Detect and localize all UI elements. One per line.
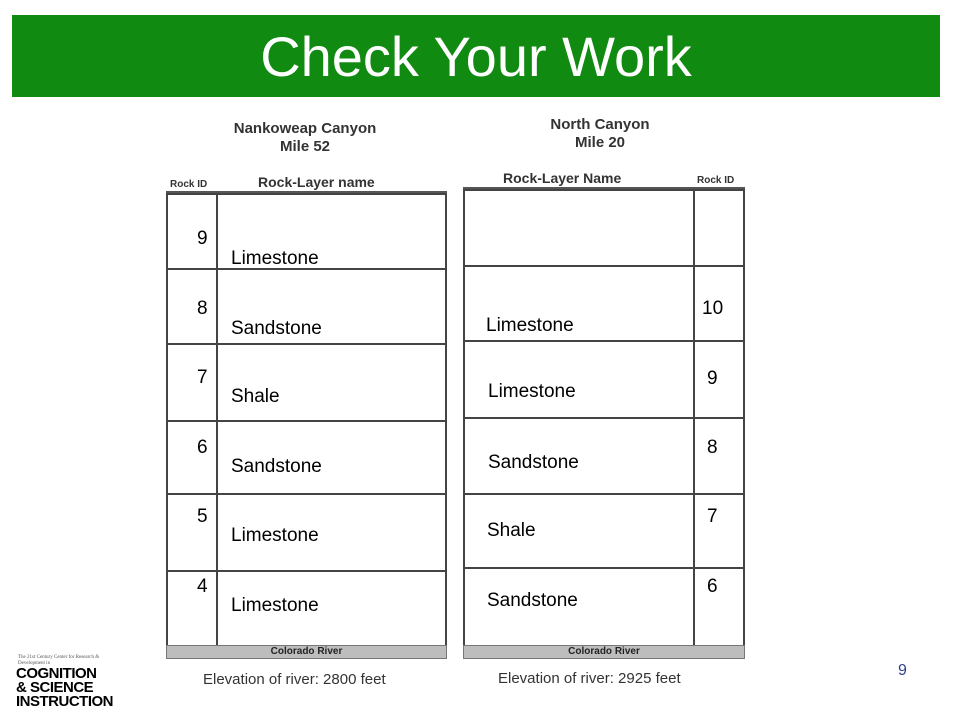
left-rock-name: Limestone bbox=[231, 248, 319, 269]
left-rock-name: Shale bbox=[231, 386, 280, 407]
right-row-divider bbox=[465, 567, 743, 569]
right-canyon-name: North Canyon bbox=[550, 116, 650, 133]
right-rock-name: Limestone bbox=[488, 381, 576, 402]
right-rock-id: 6 bbox=[707, 576, 718, 597]
right-row-divider bbox=[465, 493, 743, 495]
left-row-divider bbox=[168, 493, 445, 495]
right-rock-name: Shale bbox=[487, 520, 536, 541]
right-canyon-mile: Mile 20 bbox=[574, 134, 626, 151]
title-bar bbox=[12, 15, 940, 97]
left-rock-id: 6 bbox=[197, 437, 208, 458]
left-rock-id: 4 bbox=[197, 576, 208, 597]
left-rock-id: 5 bbox=[197, 506, 208, 527]
left-rock-name: Sandstone bbox=[231, 318, 322, 339]
right-rock-name: Sandstone bbox=[487, 590, 578, 611]
left-canyon-mile: Mile 52 bbox=[279, 138, 331, 155]
left-canyon-name: Nankoweap Canyon bbox=[233, 120, 377, 137]
right-rock-id: 9 bbox=[707, 368, 718, 389]
left-row-divider bbox=[168, 420, 445, 422]
slide-title: Check Your Work bbox=[260, 25, 692, 88]
right-elevation: Elevation of river: 2925 feet bbox=[498, 670, 681, 687]
left-rock-id-header: Rock ID bbox=[170, 179, 208, 190]
logo-line-2: & SCIENCE bbox=[16, 679, 94, 696]
right-rock-name: Sandstone bbox=[488, 452, 579, 473]
left-rock-id: 7 bbox=[197, 367, 208, 388]
right-rock-id: 10 bbox=[702, 298, 724, 319]
left-row-divider bbox=[168, 570, 445, 572]
cognition-science-instruction-logo bbox=[10, 655, 113, 710]
right-river-label: Colorado River bbox=[463, 645, 745, 659]
right-canyon-header bbox=[500, 116, 700, 152]
page-number: 9 bbox=[898, 662, 907, 679]
left-rock-id: 9 bbox=[197, 228, 208, 249]
left-layer-name-header: Rock-Layer name bbox=[258, 174, 375, 190]
left-rock-name: Limestone bbox=[231, 525, 319, 546]
left-canyon-header bbox=[200, 120, 410, 156]
right-rock-id-header: Rock ID bbox=[697, 175, 735, 186]
logo-tagline: The 21st Century Center for Research & Development in bbox=[18, 655, 100, 666]
logo-line-1: COGNITION bbox=[16, 665, 97, 682]
left-rock-id: 8 bbox=[197, 298, 208, 319]
right-rock-table bbox=[463, 189, 745, 647]
left-row-divider bbox=[168, 343, 445, 345]
right-row-divider bbox=[465, 265, 743, 267]
right-rock-name: Limestone bbox=[486, 315, 574, 336]
left-rock-name: Sandstone bbox=[231, 456, 322, 477]
left-elevation: Elevation of river: 2800 feet bbox=[203, 671, 386, 688]
right-row-divider bbox=[465, 417, 743, 419]
left-river-label: Colorado River bbox=[166, 645, 447, 659]
right-layer-name-header: Rock-Layer Name bbox=[503, 170, 622, 186]
right-rock-id: 8 bbox=[707, 437, 718, 458]
right-rock-id: 7 bbox=[707, 506, 718, 527]
logo-line-3: INSTRUCTION bbox=[16, 693, 113, 710]
right-row-divider bbox=[465, 340, 743, 342]
left-rock-name: Limestone bbox=[231, 595, 319, 616]
